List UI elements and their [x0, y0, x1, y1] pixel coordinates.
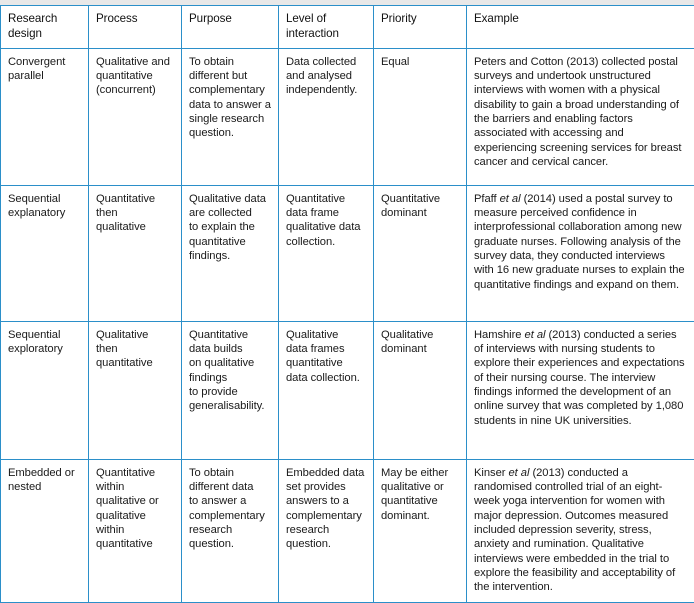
cell-example [467, 459, 694, 602]
cell-text: Sequential exploratory [8, 328, 81, 357]
cell-text: Quantitative within qualitative or qualitative within quantitative [96, 466, 174, 552]
cell-text: Qualitative and quantitative (concurrent) [96, 55, 174, 98]
cell-purpose [182, 185, 279, 321]
cell-text: Equal [381, 55, 459, 69]
cell-priority [374, 321, 467, 459]
header-text: Process [96, 12, 174, 27]
example-text-italic: et al [525, 329, 546, 341]
cell-purpose [182, 321, 279, 459]
cell-process [89, 459, 182, 602]
column-header-research-design [1, 6, 89, 49]
research-design-table [0, 5, 694, 603]
example-text-post: (2014) used a postal survey to measure perceived confidence in interprofessional collaboration among new graduate nurses. Following analysis of the survey data, they conducted interviews with 16 new graduate nurses to explain the quantitative findings and expand on them. [474, 193, 685, 291]
header-text: Research design [8, 12, 81, 42]
cell-text: Qualitative data are collected to explain the quantitative findings. [189, 192, 271, 264]
column-header-process [89, 6, 182, 49]
example-text-post: (2013) conducted a series of interviews with nursing students to explore their experiences and expectations of their nursing course. The interview findings informed the development of an online survey that was completed by 1,080 students in nine UK universities. [474, 329, 685, 427]
column-header-priority [374, 6, 467, 49]
cell-text: May be either qualitative or quantitative dominant. [381, 466, 459, 523]
cell-example [467, 321, 694, 459]
cell-text: Quantitative data builds on qualitative findings to provide generalisability. [189, 328, 271, 414]
table-header-row [1, 6, 694, 49]
cell-process [89, 48, 182, 185]
cell-priority [374, 48, 467, 185]
cell-process [89, 185, 182, 321]
cell-level-of-interaction [279, 48, 374, 185]
cell-text: To obtain different data to answer a complementary research question. [189, 466, 271, 552]
cell-text: Data collected and analysed independently. [286, 55, 366, 98]
cell-text: Qualitative data frames quantitative data collection. [286, 328, 366, 385]
column-header-level-of-interaction [279, 6, 374, 49]
table-row [1, 321, 694, 459]
cell-example [467, 48, 694, 185]
header-text: Priority [381, 12, 459, 27]
cell-text: Convergent parallel [8, 55, 81, 84]
table-row [1, 185, 694, 321]
column-header-purpose [182, 6, 279, 49]
example-text-pre: Peters and Cotton (2013) collected postal surveys and undertook unstructured interviews with women with a physical disability to gain a broad understanding of the barriers and enabling factors associated with accessing and experiencing screening services for breast cancer and cervical cancer. [474, 56, 681, 168]
example-text-pre: Kinser [474, 467, 508, 479]
cell-text: Qualitative then quantitative [96, 328, 174, 371]
cell-text: Qualitative dominant [381, 328, 459, 357]
column-header-example [467, 6, 694, 49]
header-text: Example [474, 12, 687, 27]
cell-purpose [182, 48, 279, 185]
header-text: Level of interaction [286, 12, 366, 42]
cell-priority [374, 185, 467, 321]
cell-level-of-interaction [279, 185, 374, 321]
cell-research-design [1, 459, 89, 602]
cell-level-of-interaction [279, 321, 374, 459]
header-text: Purpose [189, 12, 271, 27]
table-body [1, 48, 694, 602]
example-text-post: (2013) conducted a randomised controlled trial of an eight-week yoga intervention for women with major depression. Outcomes measured included depression severity, stress, anxiety and rumination. Qualitative interviews were embedded in the trial to explore the feasibility and acceptability of the intervention. [474, 467, 675, 594]
cell-level-of-interaction [279, 459, 374, 602]
cell-text: Sequential explanatory [8, 192, 81, 221]
cell-priority [374, 459, 467, 602]
cell-text: Embedded or nested [8, 466, 81, 495]
cell-purpose [182, 459, 279, 602]
example-text-pre: Pfaff [474, 193, 500, 205]
example-text-italic: et al [508, 467, 529, 479]
cell-text: Embedded data set provides answers to a complementary research question. [286, 466, 366, 552]
table-row [1, 48, 694, 185]
cell-text: To obtain different but complementary data to answer a single research question. [189, 55, 271, 141]
cell-research-design [1, 48, 89, 185]
cell-example [467, 185, 694, 321]
cell-text: Quantitative dominant [381, 192, 459, 221]
example-text-italic: et al [500, 193, 521, 205]
table-row [1, 459, 694, 602]
cell-research-design [1, 321, 89, 459]
cell-process [89, 321, 182, 459]
cell-research-design [1, 185, 89, 321]
example-text-pre: Hamshire [474, 329, 525, 341]
cell-text: Quantitative data frame qualitative data collection. [286, 192, 366, 249]
cell-text: Quantitative then qualitative [96, 192, 174, 235]
